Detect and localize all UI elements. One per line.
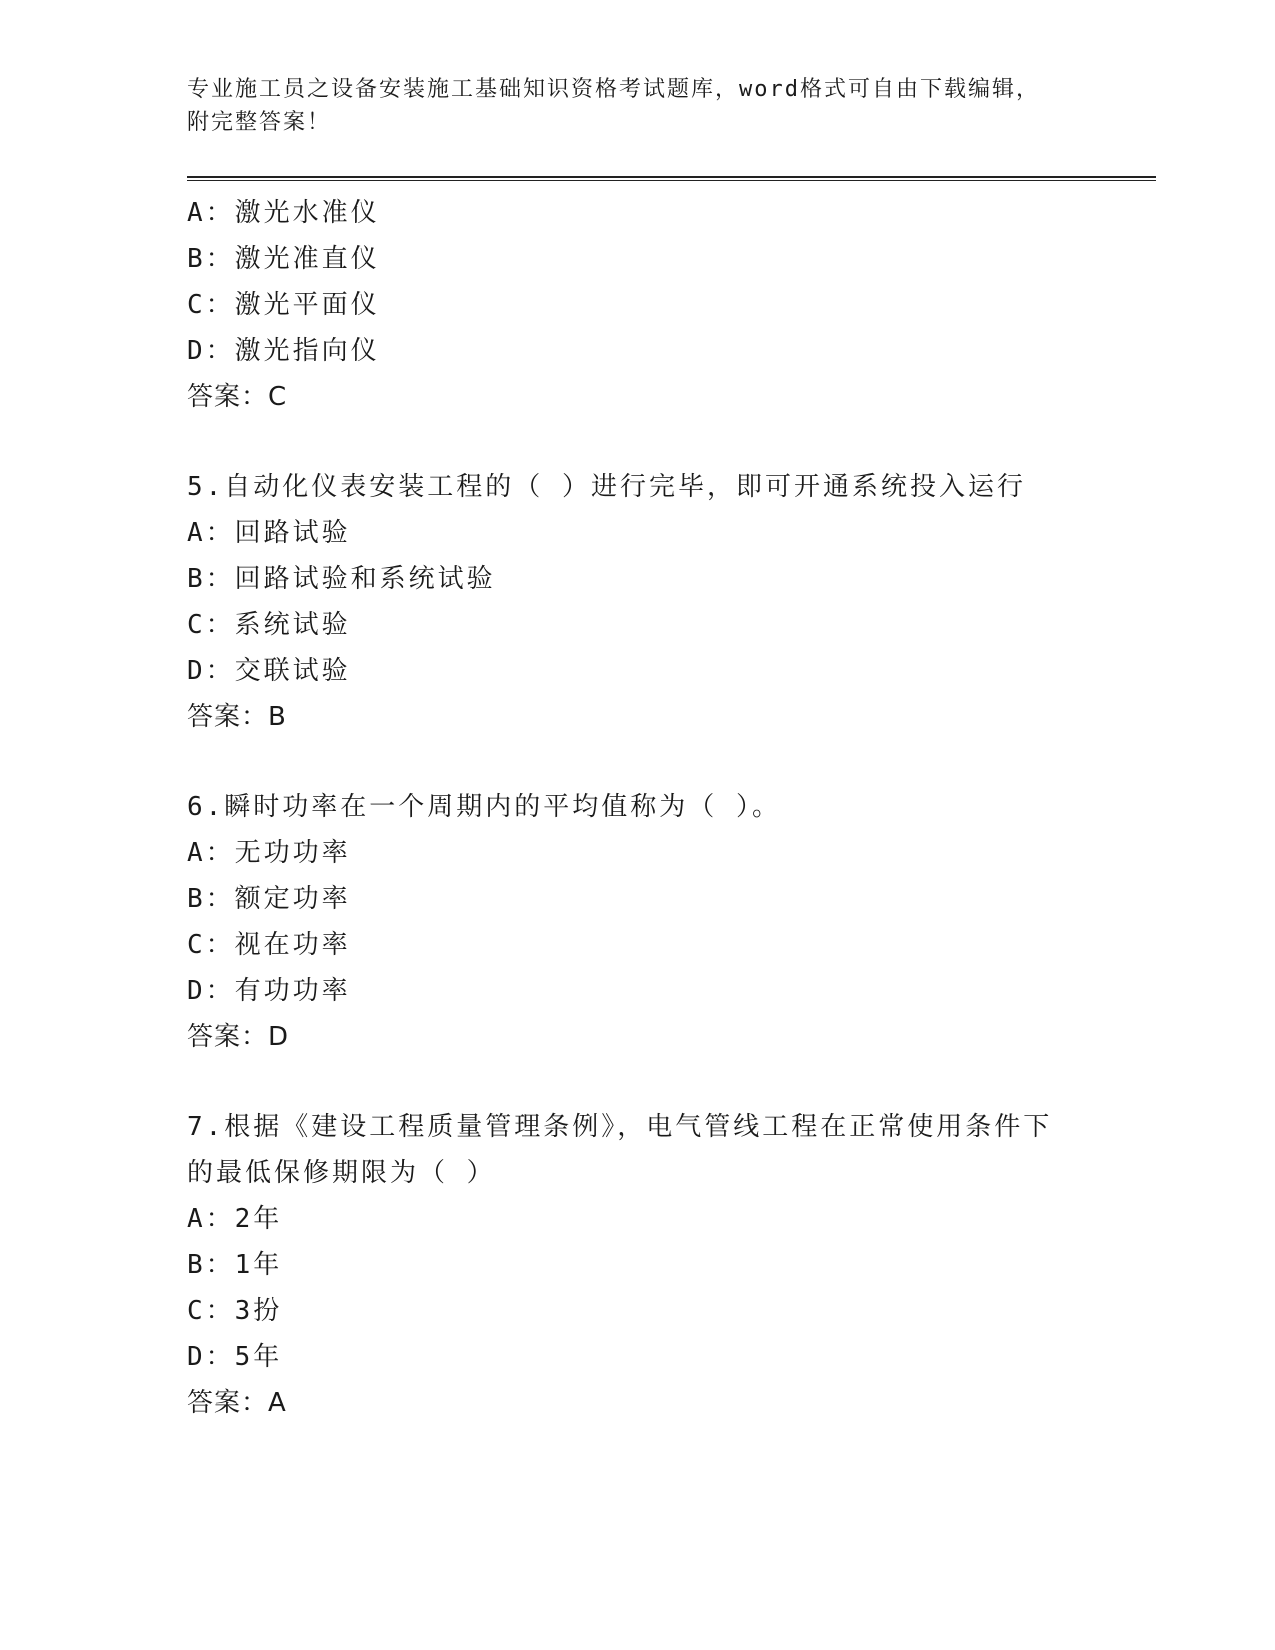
option-d: D：交联试验 — [187, 656, 351, 686]
document-header — [187, 73, 1087, 139]
option-b: B：激光准直仪 — [187, 244, 380, 274]
option-a: A：无功功率 — [187, 838, 351, 868]
header-line-1: 专业施工员之设备安装施工基础知识资格考试题库，word格式可自由下载编辑， — [187, 77, 1040, 102]
option-a: A：回路试验 — [187, 518, 351, 548]
question-text-line-1: 7.根据《建设工程质量管理条例》，电气管线工程在正常使用条件下 — [187, 1112, 1053, 1142]
question-6 — [187, 784, 1087, 1060]
header-line-2: 附完整答案！ — [187, 110, 332, 135]
question-4 — [187, 190, 1087, 420]
option-c: C：视在功率 — [187, 930, 351, 960]
option-b: B：1年 — [187, 1250, 283, 1280]
option-d: D：有功功率 — [187, 976, 351, 1006]
option-c: C：激光平面仪 — [187, 290, 380, 320]
question-text-line-2: 的最低保修期限为（ ） — [187, 1158, 496, 1188]
answer: 答案：A — [187, 1388, 287, 1418]
answer: 答案：D — [187, 1022, 290, 1052]
option-b: B：回路试验和系统试验 — [187, 564, 496, 594]
option-b: B：额定功率 — [187, 884, 351, 914]
option-c: C：系统试验 — [187, 610, 351, 640]
option-a: A：激光水准仪 — [187, 198, 380, 228]
header-divider — [187, 176, 1156, 181]
question-list — [187, 190, 1087, 1426]
question-text: 5.自动化仪表安装工程的（ ）进行完毕，即可开通系统投入运行 — [187, 472, 1026, 502]
question-7 — [187, 1104, 1087, 1426]
option-d: D：5年 — [187, 1342, 283, 1372]
option-d: D：激光指向仪 — [187, 336, 380, 366]
answer: 答案：B — [187, 702, 287, 732]
option-a: A：2年 — [187, 1204, 283, 1234]
question-text: 6.瞬时功率在一个周期内的平均值称为（ ）。 — [187, 792, 781, 822]
answer: 答案：C — [187, 382, 288, 412]
question-5 — [187, 464, 1087, 740]
option-c: C：3扮 — [187, 1296, 283, 1326]
